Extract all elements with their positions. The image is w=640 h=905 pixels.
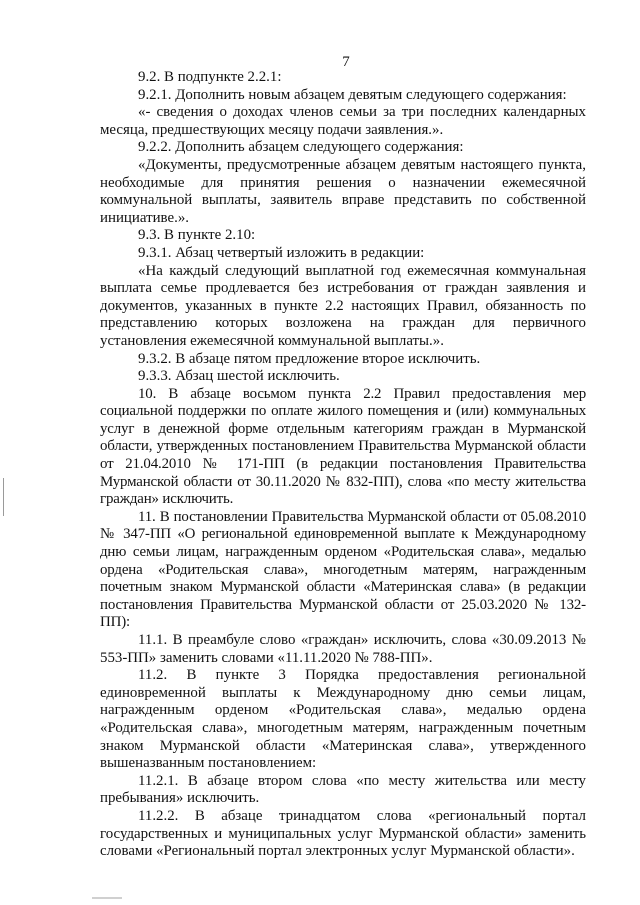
paragraph-11-2-1: 11.2.1. В абзаце втором слова «по месту жительства или месту пребывания» исключить. (100, 772, 586, 807)
paragraph-9-2-2: 9.2.2. Дополнить абзацем следующего содержания: (138, 139, 464, 156)
paragraph-9-3-1: 9.3.1. Абзац четвертый изложить в редакции: (138, 244, 425, 261)
paragraph-9-3: 9.3. В пункте 2.10: (138, 227, 256, 244)
paragraph-quote-documents: «Документы, предусмотренные абзацем девятым настоящего пункта, необходимые для принятия решения о назначении ежемесячной коммунальной выплаты, заявитель вправе представить по собственной инициативе.». (100, 156, 586, 226)
paragraph-11-2-2: 11.2.2. В абзаце тринадцатом слова «региональный портал государственных и муниципальных услуг Мурманской области» заменить словами «Региональный портал электронных услуг Мурманской области». (100, 807, 586, 860)
paragraph-11-2: 11.2. В пункте 3 Порядка предоставления региональной единовременной выплаты к Международному дню семьи лицам, награжденным орденом «Родительская слава», медалью ордена «Родительская слава», многодетным матерям, награжденным почетным знаком Мурманской области «Материнская слава», утвержденного вышеназванным постановлением: (100, 667, 586, 772)
paragraph-11-1: 11.1. В преамбуле слово «граждан» исключить, слова «30.09.2013 № 553-ПП» заменить словами «11.11.2020 № 788-ПП». (100, 632, 586, 666)
paragraph-9-3-2: 9.3.2. В абзаце пятом предложение второе исключить. (138, 350, 481, 367)
paragraph-quote-annual: «На каждый следующий выплатной год ежемесячная коммунальная выплата семье продлевается без истребования от граждан заявления и документов, указанных в пункте 2.2 настоящих Правил, обязанность по представлению которых возложена на граждан для первичного установления ежемесячной коммунальной выплаты.». (100, 262, 586, 349)
paragraph-9-3-3: 9.3.3. Абзац шестой исключить. (138, 368, 340, 385)
paragraph-9-2-1: 9.2.1. Дополнить новым абзацем девятым следующего содержания: (138, 86, 567, 103)
paragraph-9-2: 9.2. В подпункте 2.2.1: (138, 69, 282, 85)
page-number: 7 (342, 54, 350, 70)
paragraph-11: 11. В постановлении Правительства Мурманской области от 05.08.2010 № 347-ПП «О региональной единовременной выплате к Международному дню семьи лицам, награжденным орденом «Родительская слава», медалью ордена «Родительская слава», многодетным матерям, награжденным почетным знаком Мурманской области «Материнская слава» (в редакции постановления Правительства Мурманской области от 25.03.2020 № 132-ПП): (100, 508, 586, 631)
bottom-scan-mark (92, 897, 122, 899)
margin-scan-mark (3, 478, 4, 516)
paragraph-10: 10. В абзаце восьмом пункта 2.2 Правил предоставления мер социальной поддержки по оплате жилого помещения и (или) коммунальных услуг в денежной форме отдельным категориям граждан в Мурманской области, утвержденных постановлением Правительства Мурманской области от 21.04.2010 № 171-ПП (в редакции постановления Правительства Мурманской области от 30.11.2020 № 832-ПП), слова «по месту жительства граждан» исключить. (100, 385, 586, 508)
paragraph-quote-income: «- сведения о доходах членов семьи за три последних календарных месяца, предшествующих месяцу подачи заявления.». (100, 104, 586, 138)
document-body (100, 69, 586, 861)
